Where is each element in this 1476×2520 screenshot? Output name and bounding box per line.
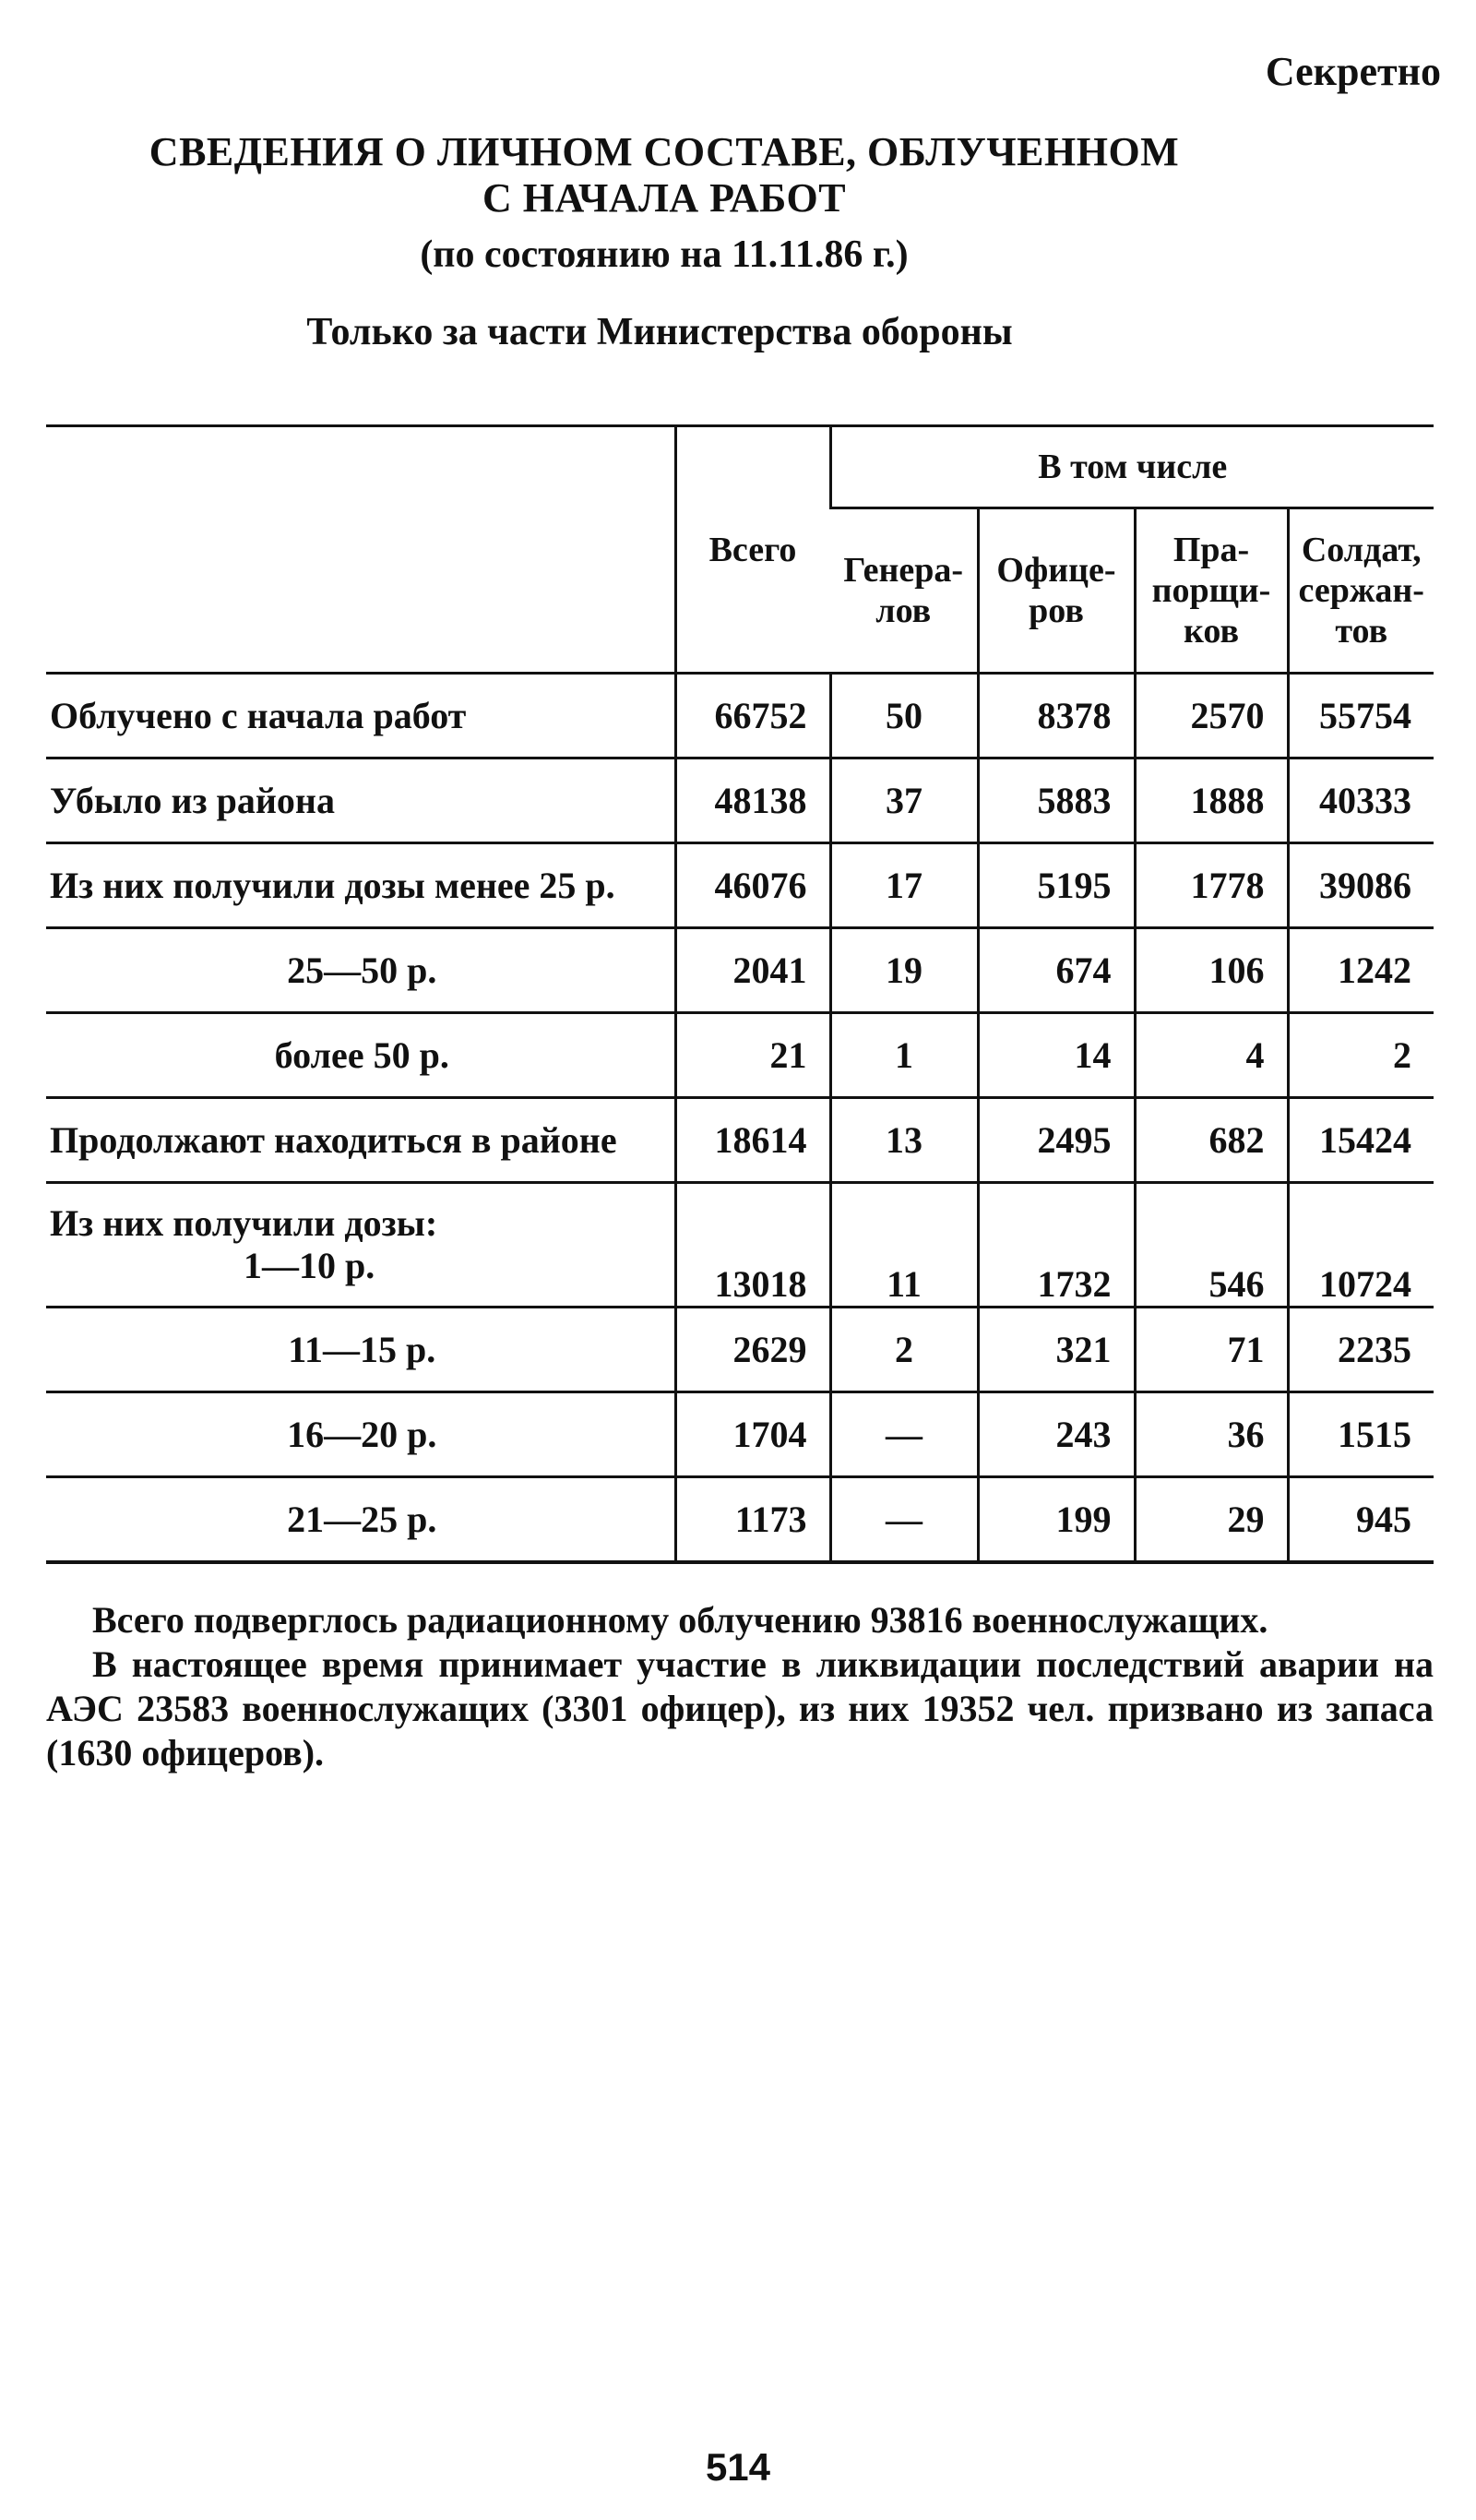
cell-total: 1704	[675, 1392, 830, 1477]
header-line: тов	[1335, 612, 1388, 651]
cell-officers: 199	[978, 1477, 1135, 1563]
cell-soldiers: 55754	[1288, 674, 1434, 758]
cell-total: 48138	[675, 758, 830, 843]
header-line: ков	[1184, 612, 1239, 651]
cell-officers: 243	[978, 1392, 1135, 1477]
cell-generals: 50	[830, 674, 978, 758]
cell-total: 66752	[675, 674, 830, 758]
header-line: сержан-	[1298, 571, 1424, 610]
cell-total: 13018	[675, 1183, 830, 1308]
document-scope: Только за части Министерства обороны	[306, 311, 1013, 353]
table-row	[46, 1013, 1434, 1098]
cell-total: 18614	[675, 1098, 830, 1183]
cell-generals: 1	[830, 1013, 978, 1098]
row-label-main: Из них получили дозы:	[50, 1202, 438, 1244]
row-label: 25—50 р.	[46, 928, 675, 1013]
row-label: 16—20 р.	[46, 1392, 675, 1477]
cell-generals: 37	[830, 758, 978, 843]
cell-officers: 321	[978, 1308, 1135, 1392]
classification-mark: Секретно	[1265, 49, 1441, 94]
header-line: Солдат,	[1301, 531, 1422, 569]
cell-warrant-officers: 36	[1135, 1392, 1288, 1477]
footnote	[46, 1598, 1434, 1775]
table-row	[46, 758, 1434, 843]
table-row	[46, 1477, 1434, 1563]
cell-total: 46076	[675, 843, 830, 928]
table-row	[46, 674, 1434, 758]
header-officers	[978, 508, 1135, 674]
cell-generals: 13	[830, 1098, 978, 1183]
cell-total: 21	[675, 1013, 830, 1098]
row-label: 11—15 р.	[46, 1308, 675, 1392]
personnel-table	[46, 424, 1434, 1564]
cell-officers: 2495	[978, 1098, 1135, 1183]
cell-officers: 14	[978, 1013, 1135, 1098]
cell-warrant-officers: 4	[1135, 1013, 1288, 1098]
header-line: Пра-	[1172, 531, 1250, 569]
cell-total: 1173	[675, 1477, 830, 1563]
header-line: Офице-	[996, 551, 1116, 590]
row-label: Облучено с начала работ	[46, 674, 675, 758]
row-label: более 50 р.	[46, 1013, 675, 1098]
cell-soldiers: 1515	[1288, 1392, 1434, 1477]
header-total: Всего	[675, 426, 830, 674]
cell-warrant-officers: 71	[1135, 1308, 1288, 1392]
cell-soldiers: 2	[1288, 1013, 1434, 1098]
footnote-paragraph: Всего подверглось радиационному облучению 93816 военнослужащих.	[92, 1599, 1268, 1641]
cell-generals: 17	[830, 843, 978, 928]
cell-generals: —	[830, 1392, 978, 1477]
header-line: Генера-	[843, 551, 964, 590]
row-label: 21—25 р.	[46, 1477, 675, 1563]
header-label-cell	[46, 426, 675, 674]
row-label: Из них получили дозы менее 25 р.	[46, 843, 675, 928]
page-number: 514	[705, 2445, 771, 2489]
cell-generals: —	[830, 1477, 978, 1563]
cell-soldiers: 39086	[1288, 843, 1434, 928]
cell-officers: 8378	[978, 674, 1135, 758]
cell-soldiers: 945	[1288, 1477, 1434, 1563]
table-row	[46, 843, 1434, 928]
header-line: ров	[1029, 591, 1084, 630]
header-line: лов	[875, 591, 932, 630]
cell-soldiers: 40333	[1288, 758, 1434, 843]
cell-soldiers: 2235	[1288, 1308, 1434, 1392]
table-row	[46, 1183, 1434, 1308]
title-line-2: С НАЧАЛА РАБОТ	[482, 175, 847, 221]
document-title	[0, 129, 1328, 221]
cell-officers: 5883	[978, 758, 1135, 843]
title-line-1: СВЕДЕНИЯ О ЛИЧНОМ СОСТАВЕ, ОБЛУЧЕННОМ	[149, 129, 1180, 174]
cell-soldiers: 1242	[1288, 928, 1434, 1013]
document-subtitle: (по состоянию на 11.11.86 г.)	[420, 233, 909, 276]
row-label: Убыло из района	[46, 758, 675, 843]
table-row	[46, 1098, 1434, 1183]
cell-warrant-officers: 1778	[1135, 843, 1288, 928]
cell-total: 2041	[675, 928, 830, 1013]
row-label	[46, 1183, 675, 1308]
cell-warrant-officers: 546	[1135, 1183, 1288, 1308]
header-group: В том числе	[830, 426, 1434, 508]
cell-officers: 1732	[978, 1183, 1135, 1308]
cell-warrant-officers: 106	[1135, 928, 1288, 1013]
cell-officers: 5195	[978, 843, 1135, 928]
header-line: порщи-	[1151, 571, 1271, 610]
table-row	[46, 1392, 1434, 1477]
cell-total: 2629	[675, 1308, 830, 1392]
cell-officers: 674	[978, 928, 1135, 1013]
row-label: Продолжают находиться в районе	[46, 1098, 675, 1183]
header-soldiers	[1288, 508, 1434, 674]
header-warrant-officers	[1135, 508, 1288, 674]
cell-generals: 19	[830, 928, 978, 1013]
footnote-paragraph: В настоящее время принимает участие в ликвидации последствий аварии на АЭС 23583 военнослужащих (3301 офицер), из них 19352 чел. призвано из запаса (1630 офицеров).	[46, 1643, 1434, 1774]
cell-soldiers: 15424	[1288, 1098, 1434, 1183]
header-generals	[830, 508, 978, 674]
cell-warrant-officers: 2570	[1135, 674, 1288, 758]
cell-soldiers: 10724	[1288, 1183, 1434, 1308]
cell-generals: 2	[830, 1308, 978, 1392]
row-label-sub: 1—10 р.	[244, 1245, 375, 1286]
cell-warrant-officers: 682	[1135, 1098, 1288, 1183]
cell-generals: 11	[830, 1183, 978, 1308]
cell-warrant-officers: 1888	[1135, 758, 1288, 843]
cell-warrant-officers: 29	[1135, 1477, 1288, 1563]
table-row	[46, 1308, 1434, 1392]
table-row	[46, 928, 1434, 1013]
